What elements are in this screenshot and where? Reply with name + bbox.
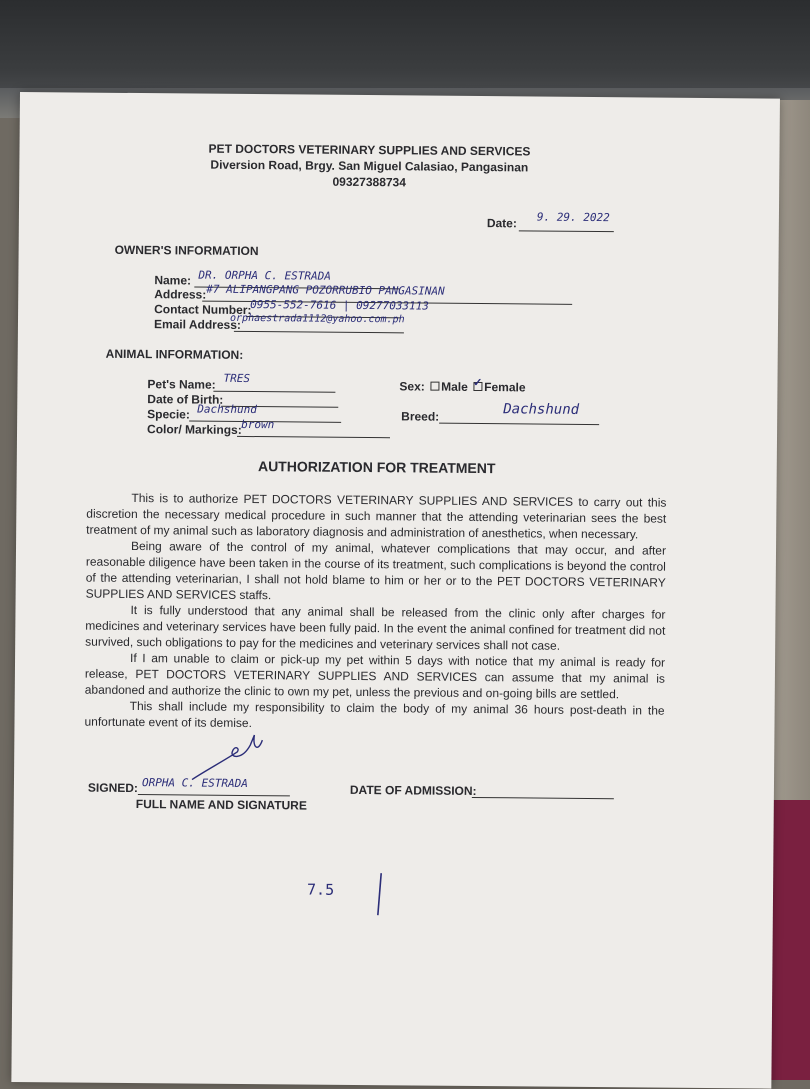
email-line — [234, 331, 404, 333]
specie-label: Specie: — [147, 407, 190, 422]
paragraph-4: If I am unable to claim or pick-up my pet within 5 days with notice that my animal is ready for release, PET DOCTORS VETERINARY SUPPLIES AND SERVICES can assume that my animal is abandoned and authorize the clinic to own my pet, unless the previous and on-going bills are settled. — [84, 650, 666, 702]
handwritten-note: 7.5 — [306, 880, 335, 899]
male-label: Male — [441, 379, 468, 394]
dob-label: Date of Birth: — [147, 392, 224, 407]
pink-object — [770, 800, 810, 1080]
date-label: Date: — [486, 216, 517, 231]
paragraph-5: This shall include my responsibility to claim the body of my animal 36 hours post-death in the unfortunate event of its demise. — [84, 698, 665, 731]
admission-label: DATE OF ADMISSION: — [349, 782, 477, 799]
paragraph-1: This is to authorize PET DOCTORS VETERINARY SUPPLIES AND SERVICES to carry out this discretion the necessary medical procedure in such manner that the attending veterinarian sees the best treatment of my animal such as laboratory diagnosis and administration of anesthetics, when necessary. — [86, 490, 667, 542]
authorization-body — [84, 490, 666, 735]
breed-value: Dachshund — [503, 401, 580, 418]
contact-label: Contact Number: — [154, 302, 252, 318]
owner-address-value: #7 ALIPANGPANG POZORRUBIO PANGASINAN — [206, 282, 445, 298]
female-checkbox[interactable]: ✓ — [473, 376, 483, 390]
email-value: orphaestrada1112@yahoo.com.ph — [229, 312, 405, 326]
company-name: PET DOCTORS VETERINARY SUPPLIES AND SERVICES — [208, 141, 531, 159]
signature-caption: FULL NAME AND SIGNATURE — [135, 797, 307, 813]
owner-heading: OWNER'S INFORMATION — [114, 242, 259, 259]
sex-field — [399, 376, 526, 395]
pet-name-value: TRES — [223, 371, 251, 386]
color-value: brown — [241, 417, 275, 432]
color-line — [237, 436, 390, 438]
paragraph-3: It is fully understood that any animal shall be released from the clinic only after charges for medicines and veterinary services have been fully paid. In the event the animal confined for treatment did not survived, such obligations to pay for the medicines and veterinary services shall not case. — [85, 602, 666, 653]
handwritten-stroke — [373, 869, 389, 919]
pet-name-label: Pet's Name: — [147, 377, 216, 392]
breed-line — [439, 423, 599, 425]
female-label: Female — [484, 380, 526, 395]
animal-heading: ANIMAL INFORMATION: — [105, 346, 244, 362]
date-value: 9. 29. 2022 — [536, 210, 610, 225]
signed-value: ORPHA C. ESTRADA — [141, 776, 248, 791]
signed-label: SIGNED: — [87, 780, 139, 796]
pet-name-line — [213, 391, 335, 393]
company-address: Diversion Road, Brgy. San Miguel Calasiao, Pangasinan — [210, 157, 529, 175]
authorization-title: AUTHORIZATION FOR TREATMENT — [257, 458, 496, 477]
color-label: Color/ Markings: — [147, 422, 242, 437]
sex-label: Sex: — [399, 379, 425, 394]
male-checkbox[interactable] — [430, 382, 439, 391]
specie-value: Dachshund — [197, 402, 257, 417]
date-line — [519, 230, 614, 232]
email-label: Email Address: — [153, 317, 241, 332]
signature-scribble — [182, 729, 283, 790]
signed-line — [138, 794, 290, 796]
admission-line — [472, 797, 614, 799]
owner-name-label: Name: — [154, 273, 192, 288]
contact-value: 0955-552-7616 | 09277033113 — [250, 298, 430, 313]
owner-address-label: Address: — [154, 287, 207, 302]
company-phone: 09327388734 — [332, 174, 406, 190]
paragraph-2: Being aware of the control of my animal, whatever complications that may occur, and after reasonable diligence have been taken in the course of its treatment, such complications is beyond the control of the attending veterinarian, I shall not hold blame to him or her or to the PET DOCTORS VETERINARY SUPPLIES AND SERVICES staffs. — [85, 538, 667, 603]
owner-name-value: DR. ORPHA C. ESTRADA — [198, 268, 331, 283]
breed-label: Breed: — [401, 409, 440, 424]
consent-form — [11, 92, 780, 1089]
